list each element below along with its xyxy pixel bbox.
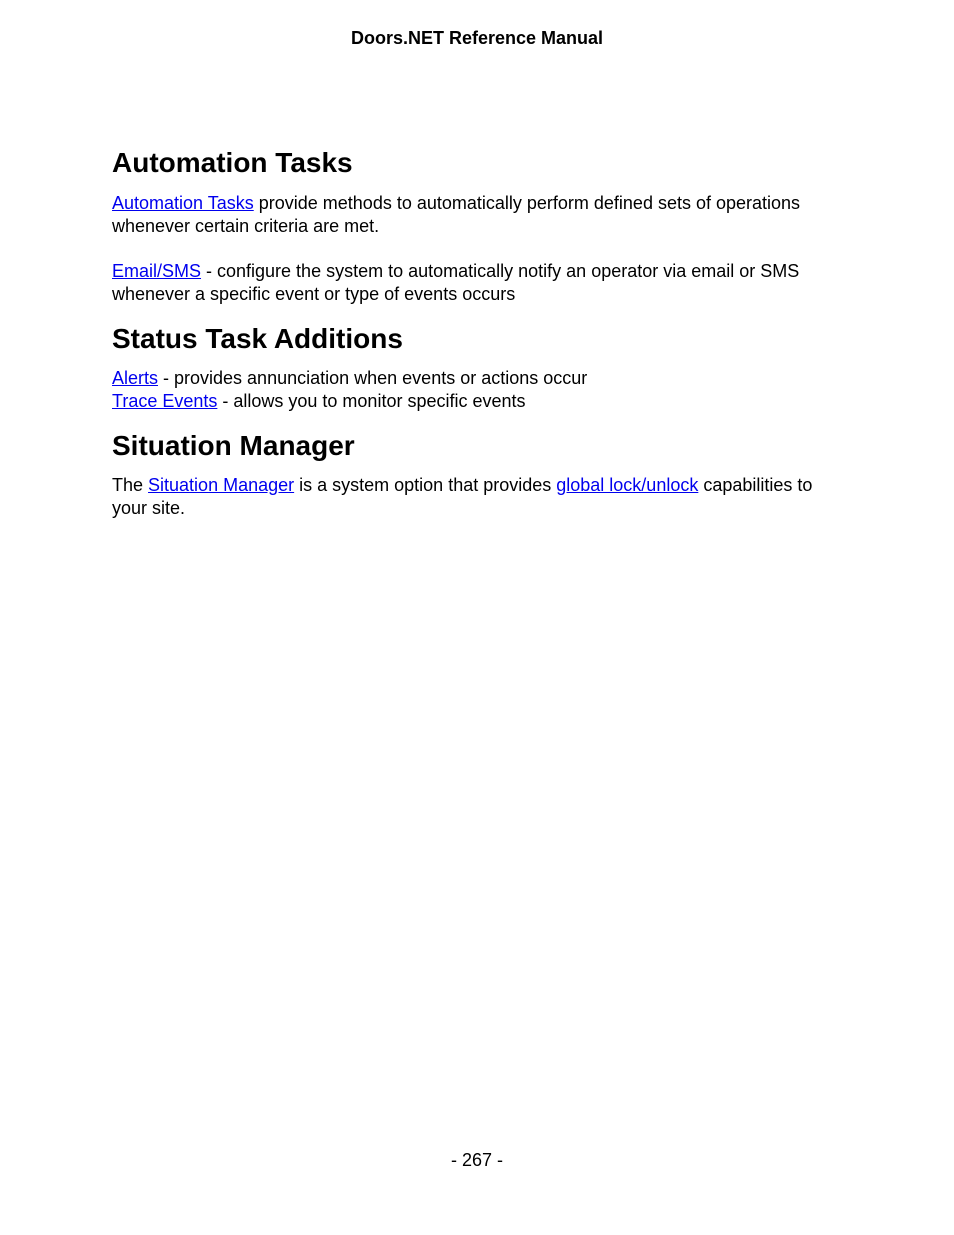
email-sms-description: - configure the system to automatically notify an operator via email or SMS whenever a specific event or type of events occurs [112, 261, 800, 304]
situation-middle: is a system option that provides [294, 475, 557, 495]
running-header: Doors.NET Reference Manual [350, 28, 604, 48]
trace-events-description: - allows you to monitor specific events [217, 391, 526, 411]
automation-tasks-link[interactable]: Automation Tasks [112, 193, 254, 213]
situation-manager-paragraph [112, 474, 852, 520]
trace-events-line [112, 390, 852, 413]
automation-tasks-paragraph [112, 192, 852, 238]
email-sms-paragraph [112, 260, 852, 306]
automation-tasks-description: provide methods to automatically perform defined sets of operations whenever certain criteria are met. [112, 193, 801, 236]
alerts-description: - provides annunciation when events or actions occur [158, 368, 588, 388]
alerts-link[interactable]: Alerts [112, 368, 159, 388]
email-sms-link[interactable]: Email/SMS [112, 261, 202, 281]
heading-situation-manager: Situation Manager [112, 430, 355, 461]
situation-prefix: The [112, 475, 149, 495]
heading-status-task-additions: Status Task Additions [112, 323, 403, 354]
trace-events-link[interactable]: Trace Events [112, 391, 218, 411]
alerts-line [112, 367, 852, 390]
page-content [112, 146, 852, 520]
situation-suffix: capabilities to your site. [112, 475, 813, 518]
heading-automation-tasks: Automation Tasks [112, 147, 353, 178]
page-number: - 267 - [450, 1150, 504, 1170]
situation-manager-link[interactable]: Situation Manager [148, 475, 295, 495]
global-lock-unlock-link[interactable]: global lock/unlock [556, 475, 699, 495]
